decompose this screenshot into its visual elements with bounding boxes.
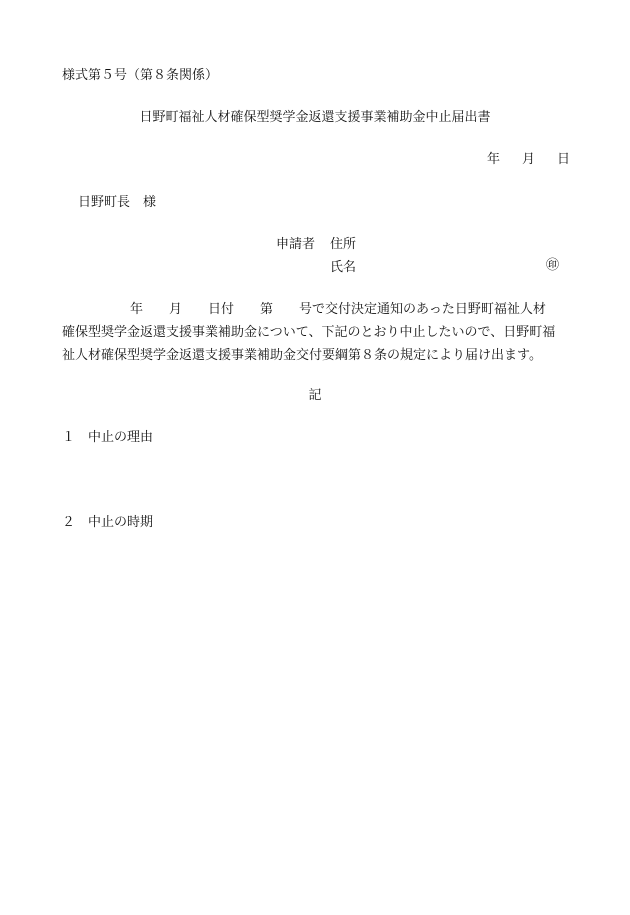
form-label: 様式第５号（第８条関係） [62,68,219,83]
item-number: １ [62,430,76,445]
date-day: 日 [556,152,570,167]
seal-mark: ㊞ [546,258,560,273]
body-line-1: 年 月 日付 第 号で交付決定通知のあった日野町福祉人材 [130,302,546,317]
item-reason [62,430,153,446]
name-label: 氏名 [330,260,357,275]
date-month: 月 [521,152,535,167]
ki-heading: 記 [308,388,322,403]
date-row [487,152,570,168]
item-label: 中止の理由 [88,430,154,445]
body-text [62,298,572,367]
address-label: 住所 [330,237,357,252]
document-title: 日野町福祉人材確保型奨学金返還支援事業補助金中止届出書 [139,110,491,125]
date-year: 年 [486,152,500,167]
addressee: 日野町長 様 [78,195,157,210]
item-timing [62,515,153,531]
body-line-2: 確保型奨学金返還支援事業補助金について、下記のとおり中止したいので、日野町福 [62,325,556,340]
applicant-role: 申請者 [276,237,316,252]
item-number: ２ [62,515,76,530]
item-label: 中止の時期 [88,515,154,530]
body-line-3: 祉人材確保型奨学金返還支援事業補助金交付要綱第８条の規定により届け出ます。 [62,348,542,363]
